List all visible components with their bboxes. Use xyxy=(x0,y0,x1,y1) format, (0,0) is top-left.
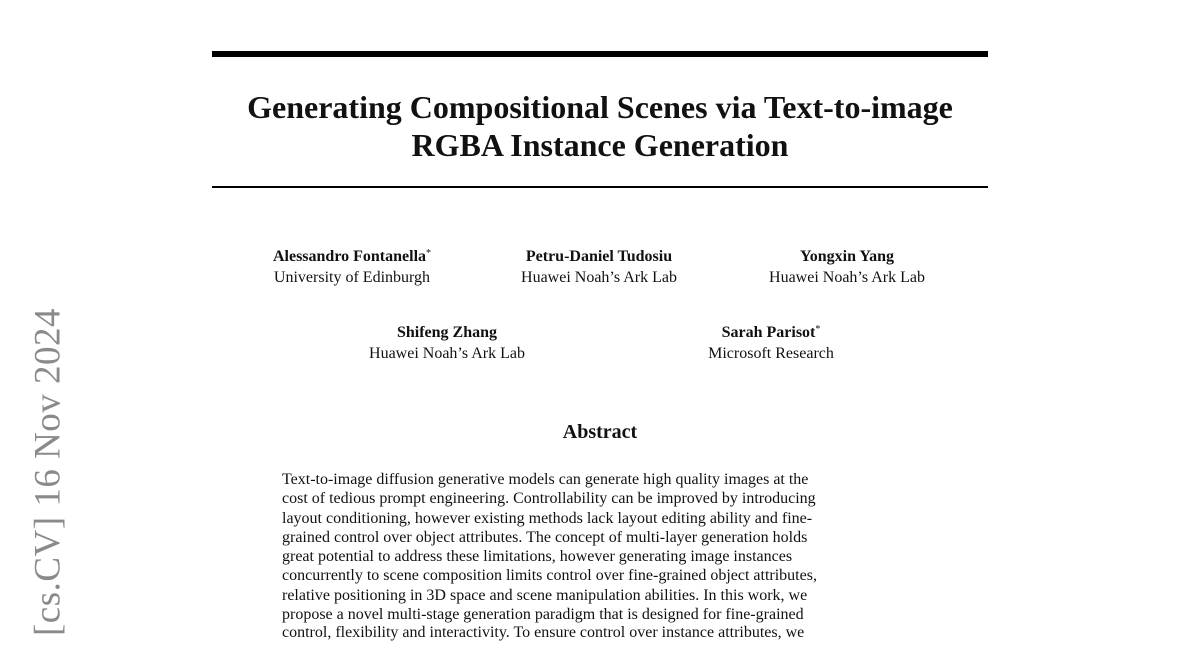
author-block xyxy=(369,319,525,364)
author-name: Petru-Daniel Tudosiu xyxy=(525,248,673,265)
author-affiliation: Huawei Noah’s Ark Lab xyxy=(369,345,525,362)
arxiv-side-stamp: [cs.CV] 16 Nov 2024 xyxy=(27,307,69,637)
abstract-line: Text-to-image diffusion generative models can generate high quality images at the xyxy=(282,471,809,488)
author-name: Sarah Parisot* xyxy=(721,324,821,341)
paper-title xyxy=(212,88,988,164)
abstract-line: cost of tedious prompt engineering. Controllability can be improved by introducing xyxy=(282,490,816,508)
title-line-2: RGBA Instance Generation xyxy=(411,127,789,163)
author-block xyxy=(273,243,431,288)
author-name: Yongxin Yang xyxy=(799,248,895,265)
author-mark: * xyxy=(426,248,432,259)
title-top-rule xyxy=(212,51,988,57)
abstract-line: great potential to address these limitations, however generating image instances xyxy=(282,548,793,566)
author-block xyxy=(708,319,834,364)
abstract-line: propose a novel multi-stage generation paradigm that is designed for fine-grained xyxy=(282,606,804,624)
author-affiliation: Huawei Noah’s Ark Lab xyxy=(521,269,677,286)
abstract-line: layout conditioning, however existing methods lack layout editing ability and fine- xyxy=(282,509,813,527)
author-block xyxy=(521,243,677,288)
author-affiliation: University of Edinburgh xyxy=(273,269,431,286)
abstract-line: concurrently to scene composition limits control over fine-grained object attributes, xyxy=(282,567,817,585)
title-line-1: Generating Compositional Scenes via Text-to-image xyxy=(247,89,953,125)
abstract-line: relative positioning in 3D space and scene manipulation abilities. In this work, we xyxy=(282,586,808,604)
title-bottom-rule xyxy=(212,186,988,188)
author-block xyxy=(769,243,925,288)
abstract-heading: Abstract xyxy=(562,421,638,443)
abstract-body xyxy=(282,470,922,648)
abstract-line: control, flexibility and interactivity. To ensure control over instance attributes, we xyxy=(282,624,805,642)
author-mark: * xyxy=(815,324,821,335)
abstract-line: grained control over object attributes. The concept of multi-layer generation holds xyxy=(282,528,808,546)
author-name: Alessandro Fontanella* xyxy=(272,248,432,265)
author-name: Shifeng Zhang xyxy=(396,324,498,341)
author-affiliation: Microsoft Research xyxy=(708,345,834,362)
author-affiliation: Huawei Noah’s Ark Lab xyxy=(769,269,925,286)
